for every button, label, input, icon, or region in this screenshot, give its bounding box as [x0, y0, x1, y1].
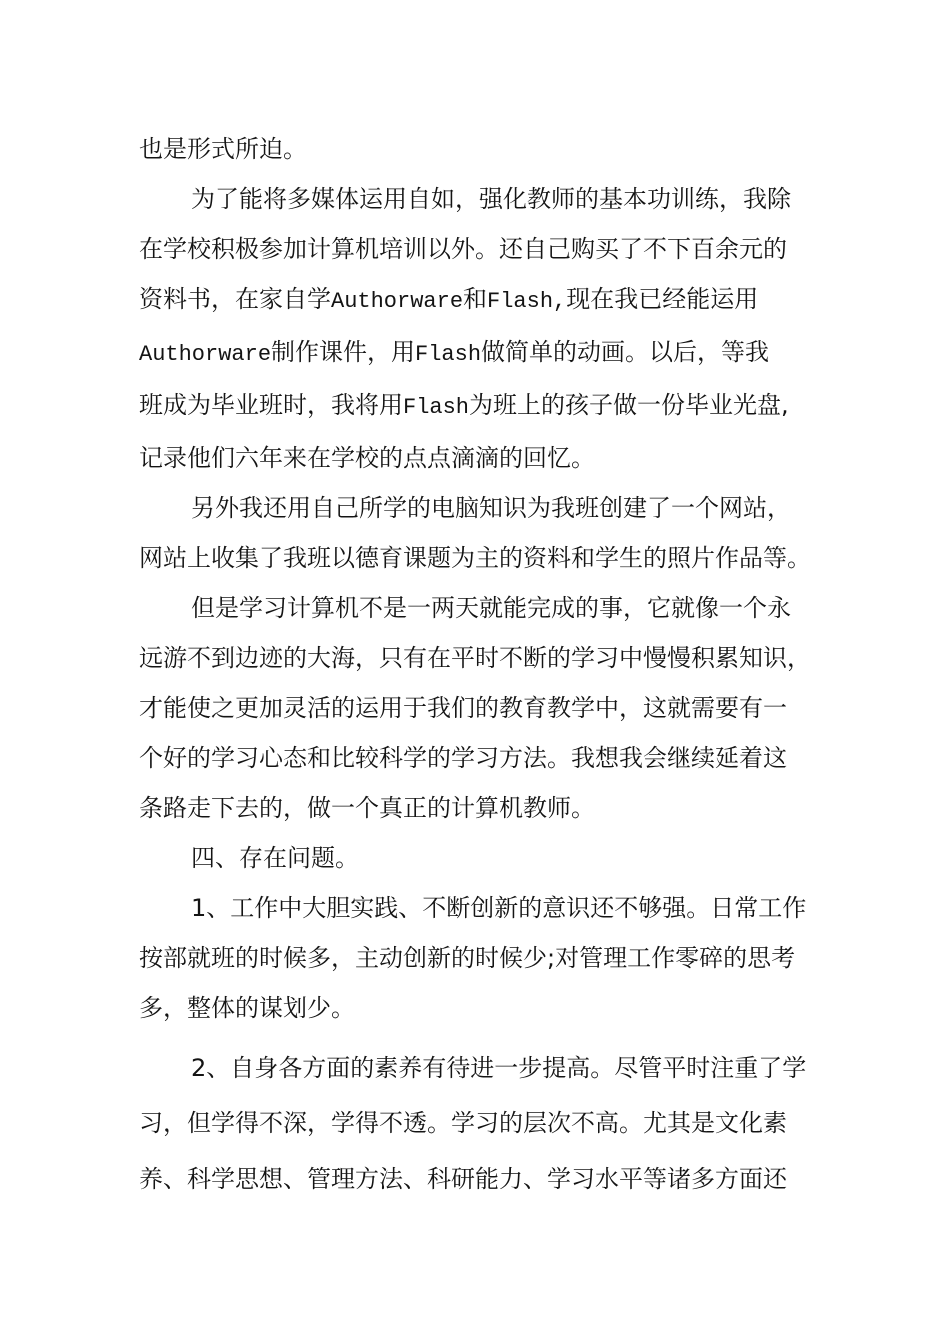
text-line: 在学校积极参加计算机培训以外。还自己购买了不下百余元的: [139, 235, 787, 263]
text-run: 制作课件，用: [271, 338, 416, 366]
software-name-authorware: Authorware: [331, 289, 464, 314]
text-run: 和: [463, 285, 488, 313]
text-line: 也是形式所迫。: [139, 135, 307, 163]
text-run: 做简单的动画。以后，等我: [481, 338, 770, 366]
text-line: 2、自身各方面的素养有待进一步提高。尽管平时注重了学: [191, 1054, 807, 1082]
software-name-flash: Flash,: [487, 289, 567, 314]
text-run: 现在我已经能运用: [566, 285, 759, 313]
section-heading: 四、存在问题。: [191, 844, 359, 872]
software-name-flash: Flash: [415, 342, 482, 367]
paragraph-problem-2: [139, 1041, 839, 1207]
text-line: 1、工作中大胆实践、不断创新的意识还不够强。日常工作: [191, 894, 807, 922]
text-line: 多，整体的谋划少。: [139, 994, 355, 1022]
text-line-mixed: [139, 274, 839, 327]
text-line: 网站上收集了我班以德育课题为主的资料和学生的照片作品等。: [139, 544, 811, 572]
document-body: [139, 124, 839, 1207]
text-line: 才能使之更加灵活的运用于我们的教育教学中，这就需要有一: [139, 694, 787, 722]
text-line: 条路走下去的，做一个真正的计算机教师。: [139, 794, 595, 822]
text-line: 按部就班的时候多，主动创新的时候少;对管理工作零碎的思考: [139, 944, 796, 972]
text-line-mixed: [139, 327, 839, 380]
paragraph-problem-1: [139, 883, 839, 1033]
software-name-flash: Flash: [403, 395, 470, 420]
text-line-mixed: [139, 380, 839, 433]
paragraph-continuation: [139, 124, 839, 174]
software-name-authorware: Authorware: [139, 342, 272, 367]
paragraph-multimedia-training: [139, 174, 839, 483]
text-run: 班成为毕业班时，我将用: [139, 391, 403, 419]
paragraph-class-website: [139, 483, 839, 583]
text-run: 资料书，在家自学: [139, 285, 331, 313]
text-line: 养、科学思想、管理方法、科研能力、学习水平等诸多方面还: [139, 1165, 787, 1193]
text-line: 但是学习计算机不是一两天就能完成的事，它就像一个永: [191, 594, 791, 622]
paragraph-learning-attitude: [139, 583, 839, 833]
text-line: 个好的学习心态和比较科学的学习方法。我想我会继续延着这: [139, 744, 787, 772]
text-line: 为了能将多媒体运用自如，强化教师的基本功训练，我除: [191, 185, 791, 213]
text-line: 另外我还用自己所学的电脑知识为我班创建了一个网站，: [191, 494, 791, 522]
text-line: 习，但学得不深，学得不透。学习的层次不高。尤其是文化素: [139, 1109, 787, 1137]
text-run: 为班上的孩子做一份毕业光盘,: [469, 391, 789, 419]
section-heading-problems: [139, 833, 839, 883]
text-line: 远游不到边迹的大海，只有在平时不断的学习中慢慢积累知识，: [139, 644, 811, 672]
text-line: 记录他们六年来在学校的点点滴滴的回忆。: [139, 444, 595, 472]
